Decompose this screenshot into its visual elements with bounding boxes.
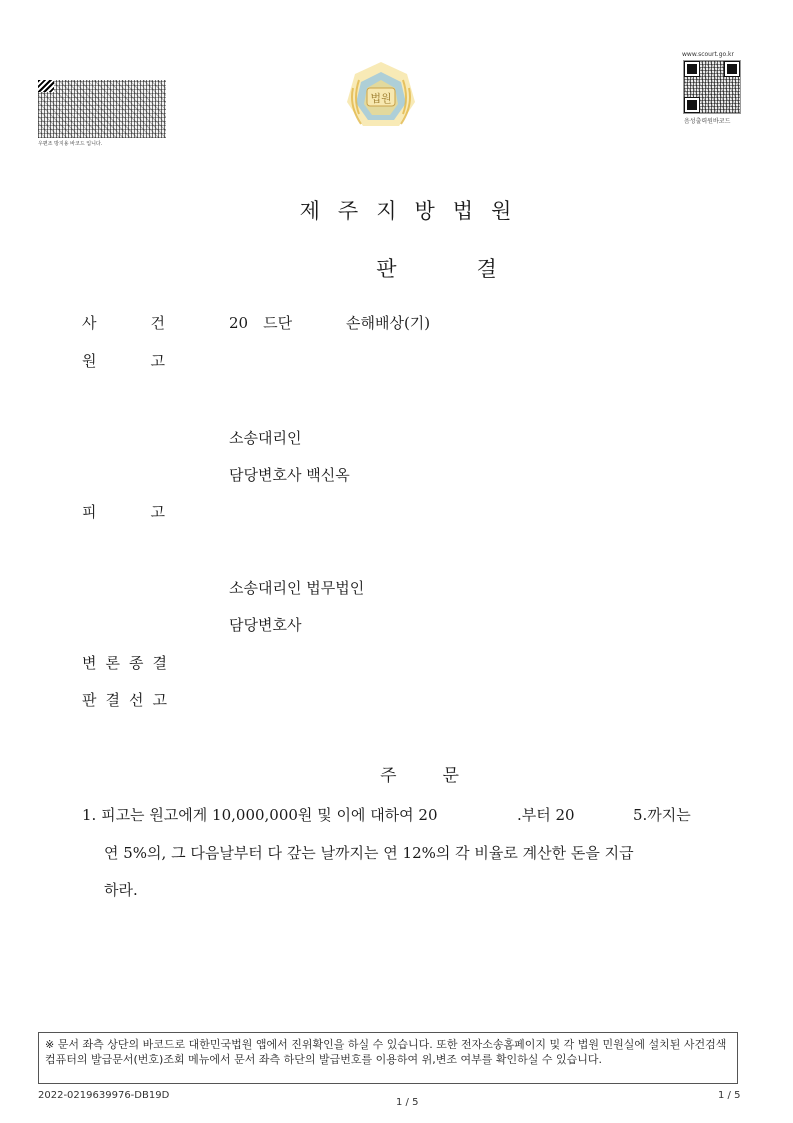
issue-number: 2022-0219639976-DB19D [38, 1090, 170, 1101]
order-item-1-line-1b: .부터 20 [517, 806, 575, 824]
voice-output-qr-code [683, 60, 741, 114]
qr-caption: 음성출력원바코드 [684, 118, 731, 125]
qr-finder-icon [685, 62, 699, 76]
barcode-corner-mark [38, 80, 54, 92]
order-title: 주문 [380, 766, 505, 786]
case-name: 손해배상(기) [346, 314, 431, 332]
qr-finder-icon [685, 98, 699, 112]
page-number-center: 1 / 5 [396, 1097, 419, 1108]
verification-barcode [38, 80, 166, 138]
court-seal-icon [343, 58, 419, 134]
plaintiff-label: 원고 [82, 352, 219, 370]
case-number: 20 드단 [229, 314, 293, 332]
plaintiff-agent: 소송대리인 [229, 429, 302, 447]
defendant-lawyer: 담당변호사 [229, 616, 302, 634]
seal-text: 법원 [370, 92, 392, 105]
defendant-agent: 소송대리인 법무법인 [229, 579, 365, 597]
order-item-1-line-1a: 1. 피고는 원고에게 10,000,000원 및 이에 대하여 20 [82, 806, 438, 824]
court-name: 제주지방법원 [299, 199, 530, 223]
case-label: 사건 [82, 314, 219, 332]
order-item-1-line-3: 하라. [104, 881, 138, 899]
page-number-right: 1 / 5 [718, 1090, 741, 1101]
sentence-date-label: 판결선고 [82, 691, 176, 709]
verification-notice: ※ 문서 좌측 상단의 바코드로 대한민국법원 앱에서 진위확인을 하실 수 있습니다. 또한 전자소송홈페이지 및 각 법원 민원실에 설치된 사건검색 컴퓨터의 발급문서(번호)조회 메뉴에서 문서 좌측 하단의 발급번호를 이용하여 위,변조 여부를 확인하실 수 있습니다. [38, 1032, 738, 1084]
plaintiff-lawyer: 담당변호사 백신옥 [229, 466, 350, 484]
order-item-1-line-1c: 5.까지는 [633, 806, 691, 824]
defendant-label: 피고 [82, 503, 219, 521]
qr-url: www.scourt.go.kr [682, 51, 734, 58]
order-item-1-line-2: 연 5%의, 그 다음날부터 다 갚는 날까지는 연 12%의 각 비율로 계산한 돈을 지급 [104, 844, 634, 862]
barcode-caption: 우편조 방지용 바코드 입니다. [38, 141, 103, 147]
qr-finder-icon [725, 62, 739, 76]
document-type: 판결 [376, 257, 577, 281]
closing-date-label: 변론종결 [82, 654, 176, 672]
